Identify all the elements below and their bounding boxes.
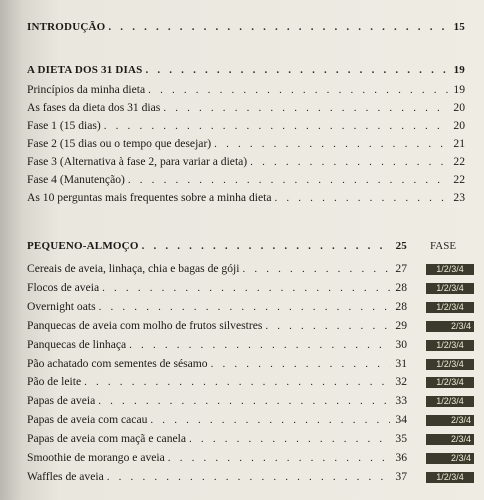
section-title: PEQUENO-ALMOÇO (27, 240, 139, 252)
recipe-title: Panquecas de linhaça (27, 337, 127, 351)
toc-entry-title: Fase 4 (Manutenção) (27, 173, 125, 186)
phase-badge: 2/3/4 (426, 321, 474, 332)
dot-leader (148, 84, 448, 96)
dot-leader (99, 301, 390, 313)
recipe-title: Pão achatado com sementes de sésamo (27, 356, 208, 370)
dot-leader (250, 156, 448, 168)
recipe-entry (27, 394, 407, 407)
recipe-entry (27, 262, 407, 275)
page-number: 23 (453, 191, 465, 204)
phase-column-header: FASE (430, 240, 457, 252)
page-number: 15 (453, 21, 465, 33)
dot-leader (129, 339, 390, 351)
recipe-title: Papas de aveia (27, 394, 96, 408)
page-number: 22 (453, 155, 465, 168)
page-number: 31 (395, 356, 407, 370)
page-number: 34 (395, 413, 407, 427)
toc-entry (27, 101, 465, 114)
toc-entry-title: Fase 1 (15 dias) (27, 119, 101, 132)
phase-badge: 1/2/3/4 (426, 396, 474, 407)
page-number: 28 (395, 280, 407, 294)
dot-leader (84, 376, 390, 388)
recipe-title: Pão de leite (27, 375, 82, 389)
page-number: 30 (395, 337, 407, 351)
toc-entry (27, 191, 465, 204)
page-number: 20 (453, 119, 465, 132)
recipe-entry (27, 300, 407, 313)
recipe-entry (27, 338, 407, 351)
recipe-entry (27, 281, 407, 294)
recipe-entry (27, 432, 407, 445)
dot-leader (274, 192, 448, 204)
phase-badge: 1/2/3/4 (426, 302, 474, 313)
dot-leader (107, 471, 390, 483)
recipe-title: Flocos de aveia (27, 280, 100, 294)
page-number: 27 (395, 262, 407, 275)
toc-entry-title: INTRODUÇÃO (27, 21, 106, 33)
phase-badge: 1/2/3/4 (426, 359, 474, 370)
recipe-title: Smoothie de morango e aveia (27, 451, 165, 464)
recipe-title: Waffles de aveia (27, 469, 104, 483)
toc-entry-title: As fases da dieta dos 31 dias (27, 101, 161, 114)
toc-entry (27, 155, 465, 168)
dot-leader (108, 21, 448, 33)
toc-entry (27, 119, 465, 132)
page-number: 32 (395, 375, 407, 389)
toc-entry-title: Princípios da minha dieta (27, 83, 146, 96)
phase-badge: 1/2/3/4 (426, 472, 474, 483)
phase-badge: 1/2/3/4 (426, 283, 474, 294)
recipe-entry (27, 470, 407, 483)
phase-badge: 2/3/4 (426, 453, 474, 464)
dot-leader (142, 240, 390, 252)
toc-entry (27, 173, 465, 186)
toc-entry (27, 137, 465, 150)
dot-leader (214, 138, 448, 150)
dot-leader (211, 358, 390, 370)
dot-leader (168, 452, 390, 464)
page-number: 35 (395, 432, 407, 446)
dot-leader (145, 64, 448, 76)
phase-badge: 1/2/3/4 (426, 340, 474, 351)
recipe-title: Papas de aveia com cacau (27, 413, 148, 427)
page-number: 21 (453, 137, 465, 150)
phase-badge: 2/3/4 (426, 434, 474, 445)
page-number: 29 (395, 318, 407, 332)
recipe-title: Overnight oats (27, 299, 96, 313)
toc-entry (27, 21, 465, 33)
dot-leader (265, 320, 390, 332)
recipe-entry (27, 357, 407, 370)
page-number: 37 (395, 469, 407, 483)
page-number: 33 (395, 394, 407, 408)
dot-leader (242, 263, 390, 275)
dot-leader (104, 120, 448, 132)
section-title-breakfast (27, 240, 407, 252)
toc-entry-title: A DIETA DOS 31 DIAS (27, 64, 143, 76)
recipe-title: Cereais de aveia, linhaça, chia e bagas de góji (27, 262, 240, 275)
page-number: 25 (395, 240, 407, 252)
phase-badge: 1/2/3/4 (426, 264, 474, 275)
toc-entry-title: Fase 2 (15 dias ou o tempo que desejar) (27, 137, 212, 150)
dot-leader (128, 174, 448, 186)
page-number: 20 (453, 101, 465, 114)
phase-badge: 1/2/3/4 (426, 377, 474, 388)
dot-leader (98, 395, 390, 407)
page-number: 28 (395, 299, 407, 313)
recipe-title: Papas de aveia com maçã e canela (27, 432, 187, 446)
recipe-entry (27, 451, 407, 464)
page-number: 19 (453, 64, 465, 76)
page-number: 19 (453, 83, 465, 96)
page-number: 22 (453, 173, 465, 186)
dot-leader (189, 433, 390, 445)
recipe-entry (27, 413, 407, 426)
dot-leader (102, 282, 390, 294)
page-number: 36 (395, 451, 407, 464)
phase-badge: 2/3/4 (426, 415, 474, 426)
dot-leader (163, 102, 448, 114)
recipe-title: Panquecas de aveia com molho de frutos silvestres (27, 318, 263, 332)
dot-leader (150, 414, 390, 426)
toc-entry (27, 83, 465, 96)
toc-entry (27, 64, 465, 76)
recipe-entry (27, 375, 407, 388)
recipe-entry (27, 319, 407, 332)
toc-entry-title: As 10 perguntas mais frequentes sobre a minha dieta (27, 191, 272, 204)
toc-entry-title: Fase 3 (Alternativa à fase 2, para variar a dieta) (27, 155, 248, 168)
